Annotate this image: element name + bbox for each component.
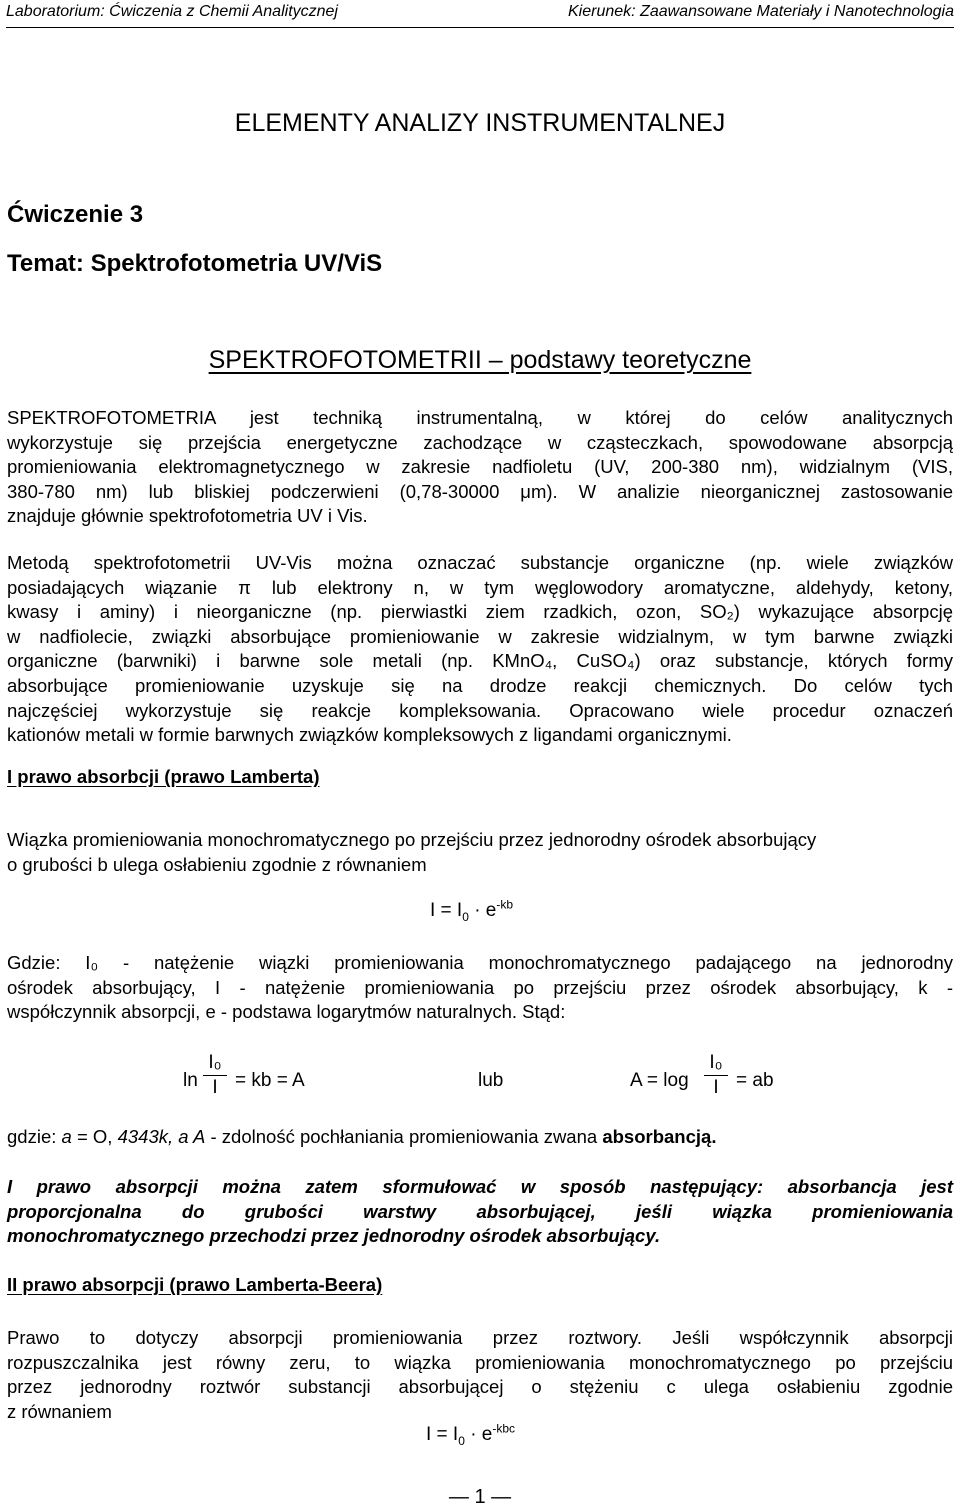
text-line: monochromatycznego przechodzi przez jednorodny ośrodek absorbujący.	[7, 1225, 661, 1247]
eq2-ln: ln	[183, 1070, 198, 1091]
text-line: posiadających wiązanie π lub elektrony n, w tym węglowodory aromatyczne, aldehydy, ketony,	[7, 576, 953, 598]
text-line: przez jednorodny roztwór substancji absorbującej o stężeniu c ulega osłabieniu zgodnie	[7, 1376, 953, 1398]
text-line: SPEKTROFOTOMETRIA jest techniką instrumentalną, w której do celów analitycznych	[7, 407, 953, 428]
section-title: SPEKTROFOTOMETRII – podstawy teoretyczne	[208, 346, 752, 374]
text-line: wykorzystuje się przejścia energetyczne zachodzące w cząsteczkach, spowodowane absorpcją	[7, 431, 953, 453]
text-line: rozpuszczalnika jest równy zeru, to wiązka promieniowania monochromatycznego po przejściu	[7, 1351, 953, 1373]
text-line: w nadfiolecie, związki absorbujące promieniowanie w zakresie widzialnym, w tym barwne związki	[7, 625, 953, 647]
methods-paragraph	[7, 551, 953, 748]
text-line: ośrodek absorbujący, I - natężenie promieniowania po przejściu przez ośrodek absorbujący, k -	[7, 976, 953, 998]
text-line: Prawo to dotyczy absorpcji promieniowania przez roztwory. Jeśli współczynnik absorpcji	[7, 1327, 953, 1348]
text-line: współczynnik absorpcji, e - podstawa logarytmów naturalnych. Stąd:	[7, 1001, 566, 1023]
page-number: — 1 —	[448, 1486, 512, 1508]
eq2-fraction-right: I₀ I	[704, 1052, 728, 1099]
law2-text	[7, 1326, 953, 1424]
gdzie-line: gdzie: a = O, 4343k, a A - zdolność pochłaniania promieniowania zwana absorbancją.	[7, 1126, 717, 1147]
text-line: I prawo absorpcji można zatem sformułować w sposób następujący: absorbancja jest	[7, 1176, 953, 1197]
text-line: Wiązka promieniowania monochromatycznego po przejściu przez jednorodny ośrodek absorbujący	[7, 829, 817, 850]
text-line: o grubości b ulega osłabieniu zgodnie z równaniem	[7, 853, 427, 875]
eq2-fraction-left: I₀ I	[203, 1052, 227, 1099]
text-line: najczęściej wykorzystuje się reakcje kompleksowania. Opracowano wiele procedur oznaczeń	[7, 699, 953, 721]
text-line: proporcjonalna do grubości warstwy absorbującej, jeśli wiązka promieniowania	[7, 1200, 953, 1222]
eq2-a-log: A = log	[630, 1070, 689, 1091]
text-line: absorbujące promieniowanie uzyskuje się na drodze reakcji chemicznych. Do celów tych	[7, 674, 953, 696]
exercise-heading: Ćwiczenie 3	[7, 201, 144, 228]
document-title: ELEMENTY ANALIZY INSTRUMENTALNEJ	[234, 109, 726, 137]
topic-heading: Temat: Spektrofotometria UV/ViS	[7, 250, 383, 277]
law1-equation: $I = I_0 \cdot e^{-kb}$	[430, 897, 514, 924]
text-line: kwasy i aminy) i nieorganiczne (np. pierwiastki ziem rzadkich, ozon, SO₂) wykazujące absorpcję	[7, 601, 953, 623]
intro-paragraph	[7, 406, 953, 529]
eq2-rhs1: = kb = A	[235, 1070, 305, 1091]
law1-text	[7, 828, 953, 877]
header-left: Laboratorium: Ćwiczenia z Chemii Analitycznej	[6, 3, 338, 20]
text-line: Gdzie: I₀ - natężenie wiązki promieniowania monochromatycznego padającego na jednorodny	[7, 952, 953, 973]
law1-heading: I prawo absorbcji (prawo Lamberta)	[7, 766, 320, 787]
law2-equation: $I = I_0 \cdot e^{-kbc}$	[426, 1421, 516, 1448]
text-line: z równaniem	[7, 1400, 112, 1422]
text-line: kationów metali w formie barwnych związków kompleksowych z ligandami organicznymi.	[7, 724, 732, 746]
eq2-rhs2: = ab	[736, 1070, 774, 1091]
header-rule	[6, 27, 954, 28]
text-line: Metodą spektrofotometrii UV-Vis można oznaczać substancje organiczne (np. wiele związków	[7, 552, 953, 573]
header-right: Kierunek: Zaawansowane Materiały i Nanotechnologia	[568, 3, 954, 20]
law1-statement	[7, 1175, 953, 1249]
law2-heading: II prawo absorpcji (prawo Lamberta-Beera)	[7, 1274, 383, 1295]
eq2-lub: lub	[478, 1070, 504, 1091]
text-line: organiczne (barwniki) i barwne sole metali (np. KMnO₄, CuSO₄) oraz substancje, których formy	[7, 650, 953, 672]
text-line: 380-780 nm) lub bliskiej podczerwieni (0,78-30000 μm). W analizie nieorganicznej zastosowanie	[7, 480, 953, 502]
law1-where	[7, 951, 953, 1025]
text-line: promieniowania elektromagnetycznego w zakresie nadfioletu (UV, 200-380 nm), widzialnym (VIS,	[7, 456, 953, 478]
text-line: znajduje głównie spektrofotometria UV i Vis.	[7, 505, 368, 527]
